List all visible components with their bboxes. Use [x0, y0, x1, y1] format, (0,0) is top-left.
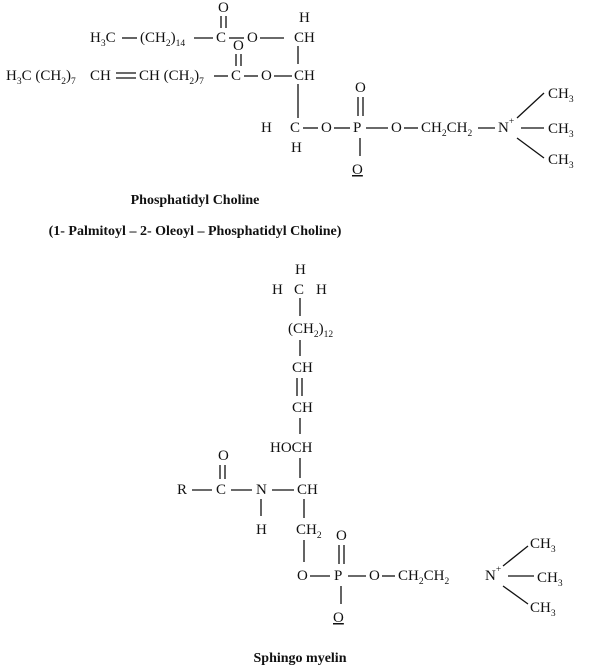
atom-nitrogen: N+ [498, 117, 515, 136]
atom-ch-alkene-b: CH [292, 400, 313, 416]
atom-o4: O [391, 120, 402, 136]
atom-ch2ch2: $CH_2CH_2$ [421, 120, 473, 139]
atom-ester-o1: O [247, 30, 258, 46]
bond [503, 546, 528, 566]
atom-methyl-2: $CH_3$ [548, 121, 574, 140]
atom-hoch: HOCH [270, 440, 313, 456]
atom-o3: O [321, 120, 332, 136]
atom-h-right: H [316, 282, 327, 298]
atom-ch-top: CH [294, 30, 315, 46]
atom-o-right: O [369, 568, 380, 584]
atom-p-oxygen-top: O [355, 80, 366, 96]
atom-c-top: C [294, 282, 305, 298]
atom-methyl-3: $CH_3$ [548, 152, 574, 171]
atom-c3: C [290, 120, 301, 136]
atom-p-oxygen-bottom: O [333, 610, 344, 626]
atom-nitrogen: N+ [485, 565, 502, 584]
atom-p-oxygen-top: O [336, 528, 347, 544]
atom-amide-h: H [256, 522, 267, 538]
atom-methyl-1: $CH_3$ [530, 536, 556, 555]
atom-oleoyl-chain: $H_3C$ $(CH_2)_7$ [6, 68, 76, 87]
bond [517, 138, 544, 158]
atom-methyl-3: $CH_3$ [530, 600, 556, 619]
subcaption-phosphatidyl-choline: (1- Palmitoyl – 2- Oleoyl – Phosphatidyl Choline) [48, 224, 342, 239]
sphingomyelin-structure [177, 262, 563, 666]
atom-ch-alkene-a: CH [90, 68, 111, 84]
atom-methyl-2: $CH_3$ [537, 570, 563, 589]
atom-carbonyl-o2: O [233, 38, 244, 54]
caption-sphingomyelin: Sphingo myelin [253, 651, 347, 666]
atom-amide-c: C [216, 482, 227, 498]
bond [517, 93, 544, 118]
caption-phosphatidyl-choline: Phosphatidyl Choline [130, 193, 260, 208]
atom-ch2-low: $CH_2$ [296, 522, 322, 541]
atom-h-top: H [299, 10, 310, 26]
atom-ch2-chain-12: $(CH_2)_{12}$ [288, 321, 334, 340]
atom-h-left: H [261, 120, 272, 136]
atom-h-top: H [295, 262, 306, 278]
atom-carbonyl-c2: C [231, 68, 242, 84]
atom-carbonyl-c1: C [216, 30, 227, 46]
bond [503, 586, 528, 604]
atom-h-bottom: H [291, 140, 302, 156]
atom-h3c-label: $H_3C$ [90, 30, 116, 49]
atom-ch-amine: CH [297, 482, 318, 498]
atom-p-oxygen-bottom: O [352, 162, 363, 178]
atom-ch-alkene-a: CH [292, 360, 313, 376]
atom-carbonyl-o1: O [218, 0, 229, 16]
atom-ch-mid: CH [294, 68, 315, 84]
atom-ch-alkene-b: CH $(CH_2)_7$ [139, 68, 204, 87]
atom-ester-o2: O [261, 68, 272, 84]
phosphatidyl-choline-structure [6, 0, 574, 239]
atom-amide-n: N [256, 482, 267, 498]
atom-ch2ch2: $CH_2CH_2$ [398, 568, 450, 587]
atom-h-left: H [272, 282, 283, 298]
atom-o-low: O [297, 568, 308, 584]
atom-phosphorus: P [334, 568, 343, 584]
atom-methyl-1: $CH_3$ [548, 86, 574, 105]
atom-amide-o: O [218, 448, 229, 464]
atom-r-group: R [177, 482, 188, 498]
atom-phosphorus: P [353, 120, 362, 136]
atom-ch2-chain-14: $(CH_2)_{14}$ [140, 30, 186, 49]
